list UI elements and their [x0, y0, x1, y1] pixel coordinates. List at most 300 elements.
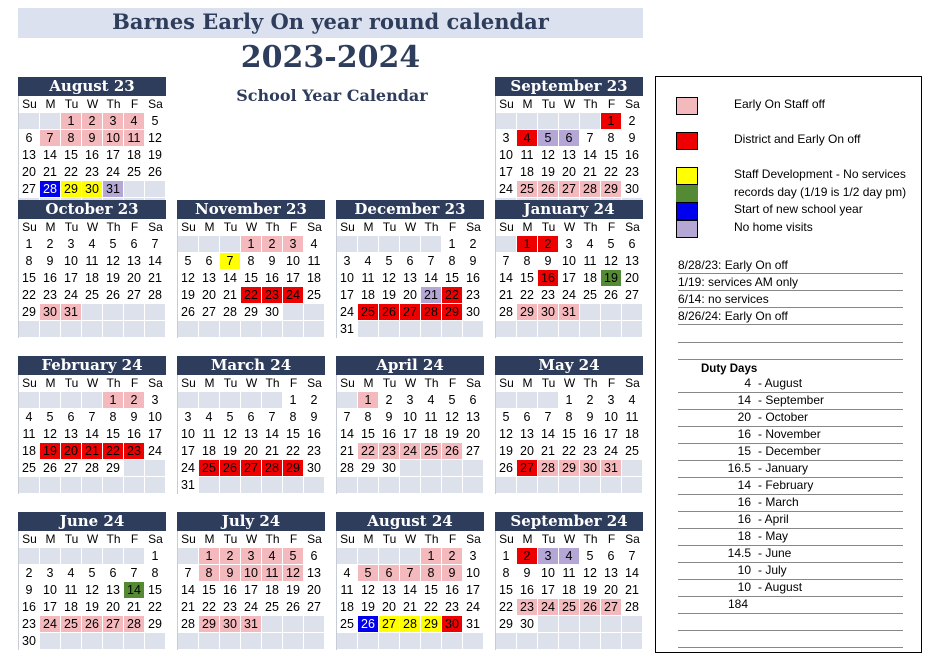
day-cell: 27 [199, 304, 220, 321]
empty-cell [517, 477, 538, 494]
day-cell: 17 [241, 582, 262, 599]
month-title: August 24 [336, 512, 484, 531]
day-cell: 16 [262, 270, 283, 287]
day-cell: 15 [103, 426, 124, 443]
day-cell: 18 [421, 426, 442, 443]
weekday-label: Tu [538, 531, 559, 548]
day-cell: 3 [463, 548, 484, 565]
empty-cell [103, 304, 124, 321]
weekday-label: F [442, 531, 463, 548]
empty-cell [19, 392, 40, 409]
day-cell: 12 [580, 565, 601, 582]
empty-cell [559, 113, 580, 130]
month-calendar [336, 356, 484, 494]
day-cell: 3 [145, 392, 166, 409]
day-cell: 1 [496, 548, 517, 565]
day-cell: 6 [400, 253, 421, 270]
day-cell: 25 [559, 599, 580, 616]
duty-count: 20 [737, 410, 751, 424]
day-cell: 6 [103, 565, 124, 582]
duty-row [678, 545, 903, 563]
empty-cell [40, 113, 61, 130]
empty-cell [124, 460, 145, 477]
day-cell: 20 [400, 287, 421, 304]
day-cell: 30 [622, 181, 643, 198]
day-cell: 15 [559, 426, 580, 443]
duty-row [678, 579, 903, 597]
day-cell: 2 [538, 236, 559, 253]
day-cell: 26 [358, 616, 379, 633]
day-cell: 23 [580, 443, 601, 460]
empty-cell [358, 477, 379, 494]
empty-cell [622, 633, 643, 650]
day-cell: 8 [199, 565, 220, 582]
duty-total-row [678, 596, 903, 614]
empty-cell [61, 633, 82, 650]
day-cell: 16 [220, 582, 241, 599]
day-cell: 4 [421, 392, 442, 409]
empty-cell [538, 616, 559, 633]
note-line [678, 326, 903, 343]
day-cell: 12 [283, 565, 304, 582]
empty-cell [463, 321, 484, 338]
day-cell: 14 [145, 253, 166, 270]
empty-cell [421, 321, 442, 338]
day-cell: 2 [580, 392, 601, 409]
day-cell: 9 [538, 253, 559, 270]
month-title: March 24 [177, 356, 325, 375]
day-cell: 31 [103, 181, 124, 198]
day-cell: 12 [442, 409, 463, 426]
day-cell: 27 [400, 304, 421, 321]
day-cell: 6 [124, 236, 145, 253]
empty-cell [304, 321, 325, 338]
empty-cell [421, 633, 442, 650]
day-cell: 8 [145, 565, 166, 582]
day-cell: 15 [517, 270, 538, 287]
day-cell: 15 [358, 426, 379, 443]
day-cell: 17 [178, 443, 199, 460]
weekday-label: M [199, 219, 220, 236]
day-cell: 18 [517, 164, 538, 181]
empty-cell [19, 477, 40, 494]
empty-cell [601, 616, 622, 633]
weekday-label: F [601, 219, 622, 236]
day-cell: 5 [82, 565, 103, 582]
day-cell: 3 [283, 236, 304, 253]
day-cell: 13 [400, 270, 421, 287]
day-cell: 11 [304, 253, 325, 270]
day-cell: 22 [241, 287, 262, 304]
day-cell: 10 [463, 565, 484, 582]
empty-cell [262, 321, 283, 338]
day-cell: 1 [517, 236, 538, 253]
weekday-label: Tu [61, 96, 82, 113]
day-cell: 28 [178, 616, 199, 633]
empty-cell [262, 477, 283, 494]
weekday-label: W [400, 219, 421, 236]
day-cell: 11 [19, 426, 40, 443]
empty-cell [241, 392, 262, 409]
empty-cell [145, 477, 166, 494]
day-cell: 13 [19, 147, 40, 164]
empty-cell [559, 321, 580, 338]
day-cell: 7 [178, 565, 199, 582]
empty-cell [622, 460, 643, 477]
empty-cell [337, 633, 358, 650]
empty-cell [517, 113, 538, 130]
day-cell: 19 [40, 443, 61, 460]
day-cell: 19 [358, 599, 379, 616]
day-cell: 17 [538, 582, 559, 599]
day-cell: 25 [517, 181, 538, 198]
weekday-label: M [40, 375, 61, 392]
day-cell: 12 [379, 270, 400, 287]
day-cell: 9 [463, 253, 484, 270]
day-cell: 24 [241, 599, 262, 616]
day-cell: 16 [580, 426, 601, 443]
empty-cell [82, 633, 103, 650]
empty-cell [82, 392, 103, 409]
day-cell: 16 [19, 599, 40, 616]
day-cell: 23 [622, 164, 643, 181]
empty-cell [400, 236, 421, 253]
empty-cell [601, 477, 622, 494]
weekday-label: W [82, 219, 103, 236]
day-cell: 1 [601, 113, 622, 130]
empty-cell [178, 321, 199, 338]
empty-cell [496, 236, 517, 253]
legend-label: Start of new school year [734, 202, 863, 216]
duty-row [678, 460, 903, 478]
day-cell: 10 [337, 270, 358, 287]
day-cell: 27 [124, 287, 145, 304]
day-cell: 7 [337, 409, 358, 426]
legend-swatch [676, 185, 698, 203]
empty-cell [538, 321, 559, 338]
weekday-label: Su [496, 531, 517, 548]
empty-cell [262, 616, 283, 633]
month-title: July 24 [177, 512, 325, 531]
duty-row [678, 409, 903, 427]
day-cell: 8 [421, 565, 442, 582]
day-cell: 7 [496, 253, 517, 270]
empty-cell [145, 321, 166, 338]
month-title: February 24 [18, 356, 166, 375]
day-cell: 30 [580, 460, 601, 477]
day-cell: 13 [124, 253, 145, 270]
empty-cell [220, 633, 241, 650]
day-cell: 5 [283, 548, 304, 565]
day-cell: 3 [40, 565, 61, 582]
day-cell: 29 [199, 616, 220, 633]
empty-cell [262, 392, 283, 409]
empty-cell [337, 548, 358, 565]
day-cell: 7 [145, 236, 166, 253]
day-cell: 4 [337, 565, 358, 582]
day-cell: 16 [463, 270, 484, 287]
day-cell: 1 [145, 548, 166, 565]
day-cell: 14 [400, 582, 421, 599]
day-cell: 13 [622, 253, 643, 270]
day-cell: 5 [40, 409, 61, 426]
day-cell: 4 [622, 392, 643, 409]
empty-cell [538, 113, 559, 130]
month-calendar [495, 356, 643, 494]
day-cell: 29 [283, 460, 304, 477]
day-cell: 3 [337, 253, 358, 270]
day-cell: 18 [19, 443, 40, 460]
empty-cell [601, 633, 622, 650]
day-cell: 13 [559, 147, 580, 164]
day-cell: 21 [220, 287, 241, 304]
day-cell: 22 [358, 443, 379, 460]
day-cell: 23 [40, 287, 61, 304]
day-cell: 21 [496, 287, 517, 304]
day-cell: 28 [337, 460, 358, 477]
weekday-label: Th [262, 219, 283, 236]
empty-cell [442, 477, 463, 494]
legend-swatch [676, 220, 698, 238]
empty-cell [580, 321, 601, 338]
empty-cell [580, 304, 601, 321]
weekday-label: Th [103, 531, 124, 548]
day-cell: 4 [61, 565, 82, 582]
empty-cell [61, 477, 82, 494]
day-cell: 12 [103, 253, 124, 270]
day-cell: 31 [61, 304, 82, 321]
empty-cell [496, 392, 517, 409]
day-cell: 27 [19, 181, 40, 198]
empty-cell [199, 321, 220, 338]
day-cell: 24 [496, 181, 517, 198]
day-cell: 28 [145, 287, 166, 304]
day-cell: 21 [145, 270, 166, 287]
weekday-label: M [358, 219, 379, 236]
day-cell: 18 [622, 426, 643, 443]
day-cell: 13 [103, 582, 124, 599]
month-calendar [336, 200, 484, 338]
empty-cell [103, 477, 124, 494]
day-cell: 12 [178, 270, 199, 287]
duty-days-title: Duty Days [701, 363, 758, 375]
weekday-label: F [283, 531, 304, 548]
weekday-label: Th [262, 531, 283, 548]
empty-cell [517, 321, 538, 338]
day-cell: 1 [61, 113, 82, 130]
day-cell: 20 [622, 270, 643, 287]
day-cell: 26 [145, 164, 166, 181]
weekday-label: W [400, 375, 421, 392]
empty-cell [379, 633, 400, 650]
day-cell: 21 [337, 443, 358, 460]
month-grid [18, 219, 166, 338]
day-cell: 12 [82, 582, 103, 599]
day-cell: 13 [517, 426, 538, 443]
day-cell: 11 [337, 582, 358, 599]
month-calendar [18, 200, 166, 338]
duty-month: - May [758, 529, 788, 543]
day-cell: 6 [622, 236, 643, 253]
day-cell: 9 [82, 130, 103, 147]
day-cell: 8 [241, 253, 262, 270]
day-cell: 31 [178, 477, 199, 494]
day-cell: 2 [220, 548, 241, 565]
weekday-label: F [601, 375, 622, 392]
weekday-label: M [199, 531, 220, 548]
day-cell: 31 [559, 304, 580, 321]
day-cell: 23 [220, 599, 241, 616]
weekday-label: Sa [622, 375, 643, 392]
day-cell: 14 [124, 582, 145, 599]
day-cell: 25 [580, 287, 601, 304]
empty-cell [559, 633, 580, 650]
day-cell: 14 [580, 147, 601, 164]
day-cell: 3 [559, 236, 580, 253]
day-cell: 8 [358, 409, 379, 426]
duty-row [678, 562, 903, 580]
duty-row [678, 375, 903, 393]
empty-cell [463, 460, 484, 477]
day-cell: 29 [241, 304, 262, 321]
day-cell: 11 [82, 253, 103, 270]
day-cell: 19 [178, 287, 199, 304]
duty-count: 15 [737, 444, 751, 458]
empty-cell [379, 236, 400, 253]
day-cell: 22 [145, 599, 166, 616]
empty-cell [283, 633, 304, 650]
duty-month: - November [758, 427, 821, 441]
day-cell: 25 [262, 599, 283, 616]
day-cell: 29 [517, 304, 538, 321]
empty-cell [199, 477, 220, 494]
day-cell: 24 [145, 443, 166, 460]
weekday-label: Th [103, 375, 124, 392]
day-cell: 15 [19, 270, 40, 287]
day-cell: 20 [559, 164, 580, 181]
legend-label: District and Early On off [734, 132, 861, 146]
month-grid [177, 219, 325, 338]
empty-cell [421, 236, 442, 253]
weekday-label: Su [496, 219, 517, 236]
weekday-label: F [442, 219, 463, 236]
duty-row [678, 443, 903, 461]
empty-cell [622, 616, 643, 633]
day-cell: 2 [304, 392, 325, 409]
day-cell: 20 [124, 270, 145, 287]
month-grid [495, 531, 643, 650]
day-cell: 5 [580, 548, 601, 565]
day-cell: 10 [400, 409, 421, 426]
day-cell: 23 [379, 443, 400, 460]
empty-cell [400, 477, 421, 494]
day-cell: 16 [124, 426, 145, 443]
day-cell: 20 [601, 582, 622, 599]
day-cell: 22 [61, 164, 82, 181]
day-cell: 30 [19, 633, 40, 650]
day-cell: 5 [103, 236, 124, 253]
duty-row [678, 511, 903, 529]
day-cell: 27 [559, 181, 580, 198]
weekday-label: Th [421, 375, 442, 392]
weekday-label: M [517, 96, 538, 113]
day-cell: 28 [580, 181, 601, 198]
day-cell: 2 [463, 236, 484, 253]
day-cell: 5 [496, 409, 517, 426]
month-grid [336, 219, 484, 338]
day-cell: 10 [178, 426, 199, 443]
weekday-label: Su [337, 531, 358, 548]
day-cell: 11 [199, 426, 220, 443]
day-cell: 5 [145, 113, 166, 130]
empty-cell [124, 181, 145, 198]
empty-cell [145, 304, 166, 321]
duty-count: 10 [737, 580, 751, 594]
empty-cell [421, 460, 442, 477]
day-cell: 16 [82, 147, 103, 164]
day-cell: 20 [61, 443, 82, 460]
day-cell: 24 [40, 616, 61, 633]
month-title: May 24 [495, 356, 643, 375]
empty-cell [304, 616, 325, 633]
weekday-label: Sa [622, 96, 643, 113]
weekday-label: W [241, 219, 262, 236]
empty-cell [241, 477, 262, 494]
day-cell: 17 [103, 147, 124, 164]
weekday-label: W [559, 531, 580, 548]
day-cell: 21 [178, 599, 199, 616]
weekday-label: Th [580, 375, 601, 392]
empty-cell [496, 113, 517, 130]
day-cell: 8 [283, 409, 304, 426]
empty-cell [178, 548, 199, 565]
day-cell: 29 [559, 460, 580, 477]
day-cell: 24 [103, 164, 124, 181]
day-cell: 23 [124, 443, 145, 460]
weekday-label: M [40, 531, 61, 548]
weekday-label: W [241, 375, 262, 392]
empty-cell [538, 477, 559, 494]
day-cell: 16 [517, 582, 538, 599]
day-cell: 4 [580, 236, 601, 253]
empty-cell [220, 392, 241, 409]
day-cell: 2 [262, 236, 283, 253]
day-cell: 31 [601, 460, 622, 477]
day-cell: 5 [178, 253, 199, 270]
day-cell: 6 [559, 130, 580, 147]
day-cell: 28 [538, 460, 559, 477]
day-cell: 3 [178, 409, 199, 426]
weekday-label: M [40, 219, 61, 236]
weekday-label: Tu [61, 531, 82, 548]
duty-month: - August [758, 376, 803, 390]
day-cell: 10 [61, 253, 82, 270]
day-cell: 28 [421, 304, 442, 321]
duty-row [678, 392, 903, 410]
day-cell: 6 [517, 409, 538, 426]
day-cell: 1 [559, 392, 580, 409]
month-grid [495, 96, 643, 215]
day-cell: 5 [358, 565, 379, 582]
day-cell: 30 [463, 304, 484, 321]
day-cell: 8 [517, 253, 538, 270]
day-cell: 17 [400, 426, 421, 443]
day-cell: 19 [442, 426, 463, 443]
day-cell: 5 [538, 130, 559, 147]
empty-cell [442, 633, 463, 650]
weekday-label: M [517, 375, 538, 392]
duty-month: - September [758, 393, 825, 407]
